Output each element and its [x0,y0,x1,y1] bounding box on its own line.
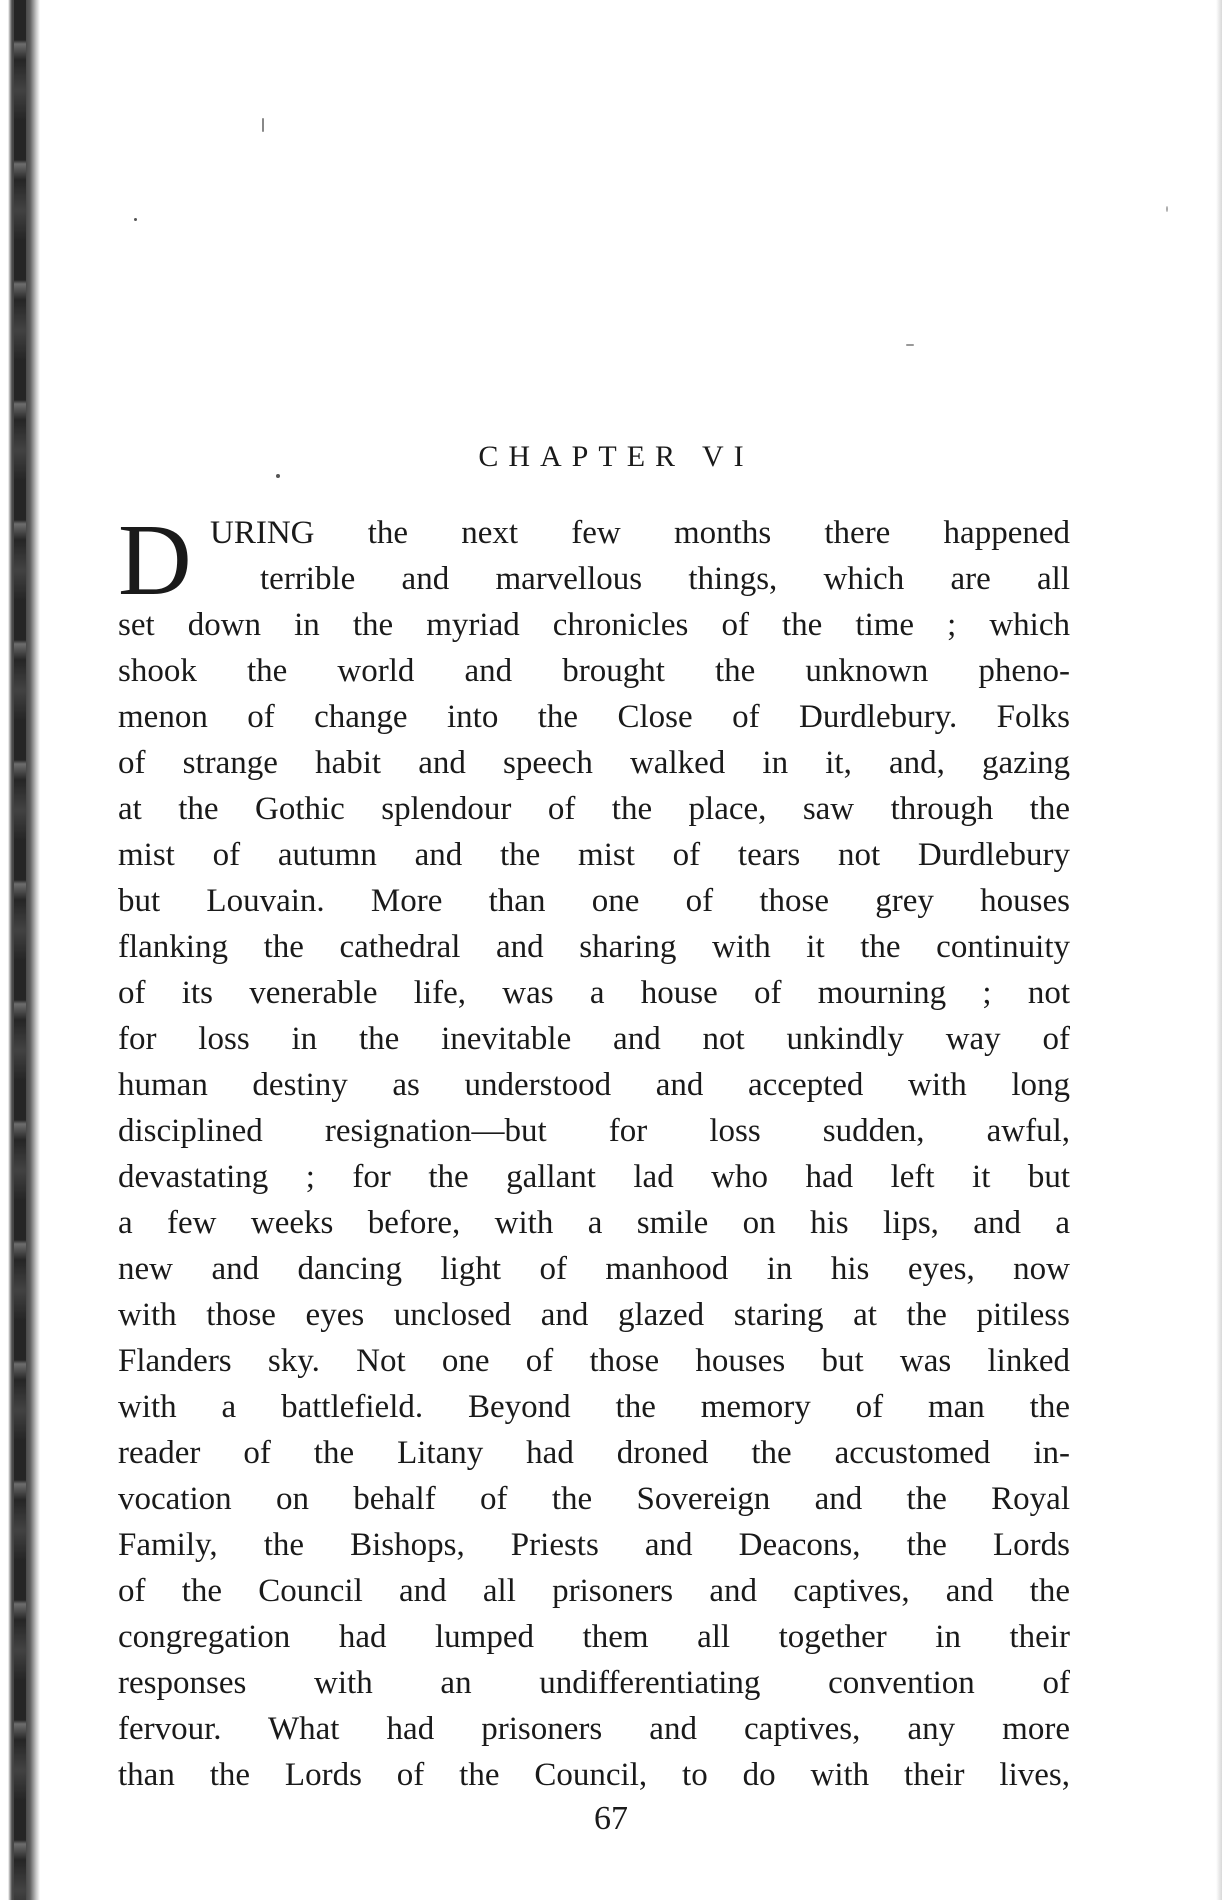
opening-lines [118,504,1070,617]
scan-speck [134,218,137,221]
body-line: disciplined resignation—but for loss sudden, awful, [118,1113,1070,1149]
body-line: of strange habit and speech walked in it, and, gazing [118,745,1070,781]
body-line: flanking the cathedral and sharing with it the continuity [118,929,1070,965]
body-line: a few weeks before, with a smile on his lips, and a [118,1205,1070,1241]
body-line: congregation had lumped them all together in their [118,1619,1070,1655]
body-line: of its venerable life, was a house of mourning ; not [118,975,1070,1011]
body-line: fervour. What had prisoners and captives, any more [118,1711,1070,1747]
body-line: but Louvain. More than one of those grey houses [118,883,1070,919]
body-line: at the Gothic splendour of the place, saw through the [118,791,1070,827]
body-line: with those eyes unclosed and glazed staring at the pitiless [118,1297,1070,1333]
body-line: with a battlefield. Beyond the memory of man the [118,1389,1070,1425]
binding-edge [0,0,40,1900]
body-line: new and dancing light of manhood in his eyes, now [118,1251,1070,1287]
body-line: devastating ; for the gallant lad who had left it but [118,1159,1070,1195]
body-line: human destiny as understood and accepted with long [118,1067,1070,1103]
body-line: than the Lords of the Council, to do with their lives, [118,1757,1070,1793]
body-line: responses with an undifferentiating convention of [118,1665,1070,1701]
scan-speck [1166,206,1168,212]
body-line: for loss in the inevitable and not unkindly way of [118,1021,1070,1057]
body-line: of the Council and all prisoners and captives, and the [118,1573,1070,1609]
scan-speck [262,118,264,132]
body-line: set down in the myriad chronicles of the time ; which [118,607,1070,643]
body-line: mist of autumn and the mist of tears not Durdlebury [118,837,1070,873]
page-edge [1216,0,1222,1900]
chapter-heading: CHAPTER VI [478,440,754,474]
body-line: vocation on behalf of the Sovereign and the Royal [118,1481,1070,1517]
scan-speck [276,474,280,478]
page-number: 67 [594,1800,628,1837]
body-line: URING the next few months there happened [210,515,1070,551]
body-line: Family, the Bishops, Priests and Deacons, the Lords [118,1527,1070,1563]
body-line: shook the world and brought the unknown pheno- [118,653,1070,689]
drop-cap: D [118,504,192,617]
body-line: Flanders sky. Not one of those houses but was linked [118,1343,1070,1379]
chapter-body [118,504,1070,1798]
scan-speck [906,344,914,346]
body-line: terrible and marvellous things, which are all [260,561,1070,597]
body-line: reader of the Litany had droned the accustomed in- [118,1435,1070,1471]
body-line: menon of change into the Close of Durdlebury. Folks [118,699,1070,735]
